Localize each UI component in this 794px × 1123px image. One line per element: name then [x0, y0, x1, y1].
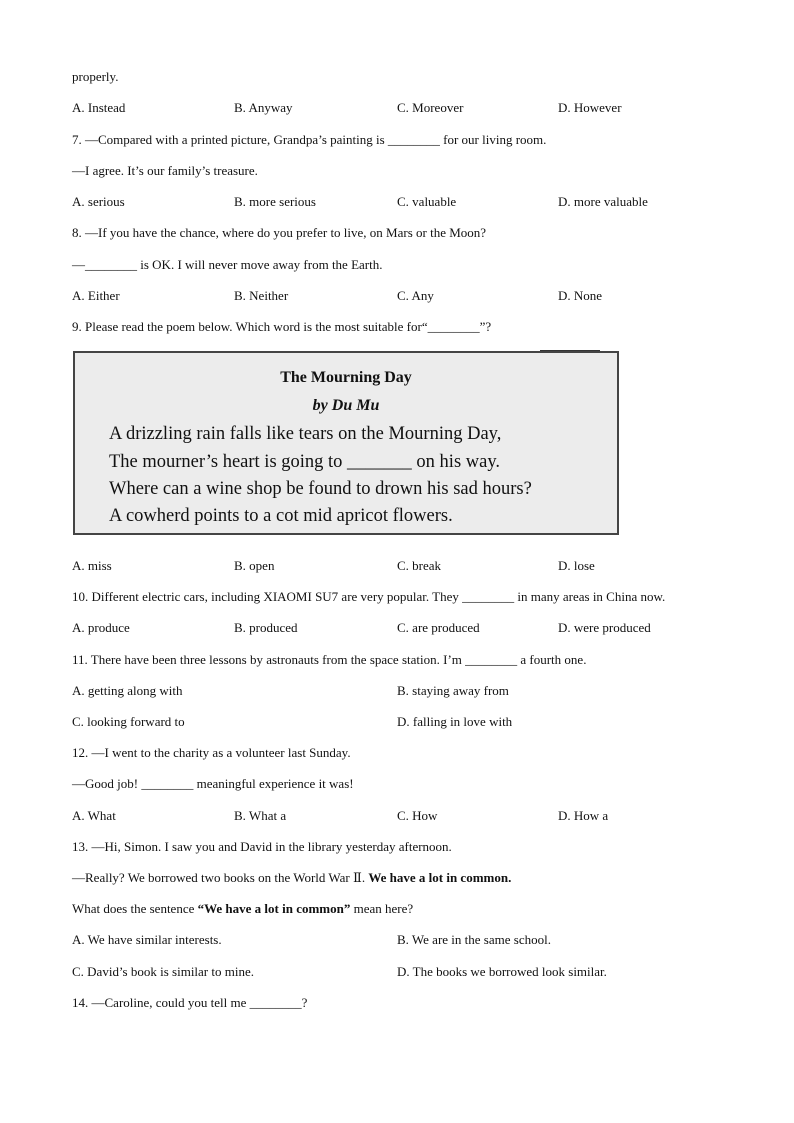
q9-question: 9. Please read the poem below. Which word is the most suitable for“________”? [72, 319, 492, 334]
q12-option-a[interactable]: A. What [72, 808, 116, 823]
q7-reply: —I agree. It’s our family’s treasure. [72, 163, 258, 178]
poem-line-4: A cowherd points to a cot mid apricot flowers. [109, 506, 453, 526]
q13-question: 13. —Hi, Simon. I saw you and David in the library yesterday afternoon. [72, 839, 452, 854]
q6-option-d[interactable]: D. However [558, 100, 622, 115]
q11-question: 11. There have been three lessons by astronauts from the space station. I’m ________ a fourth one. [72, 652, 587, 667]
q11-option-a[interactable]: A. getting along with [72, 683, 183, 698]
q9-option-b[interactable]: B. open [234, 558, 275, 573]
q13-option-a[interactable]: A. We have similar interests. [72, 932, 222, 947]
q11-option-d[interactable]: D. falling in love with [397, 714, 513, 729]
q13-prompt-pre: What does the sentence [72, 901, 198, 916]
q7-option-b[interactable]: B. more serious [234, 194, 316, 209]
q12-option-c[interactable]: C. How [397, 808, 438, 823]
q10-option-c[interactable]: C. are produced [397, 620, 480, 635]
q9-option-d[interactable]: D. lose [558, 558, 595, 573]
q13-option-d[interactable]: D. The books we borrowed look similar. [397, 964, 607, 979]
poem-line-2: The mourner’s heart is going to _______ on his way. [109, 452, 501, 472]
q7-option-d[interactable]: D. more valuable [558, 194, 648, 209]
q12-reply: —Good job! ________ meaningful experience it was! [72, 776, 354, 791]
q6-option-c[interactable]: C. Moreover [397, 100, 464, 115]
q11-option-c[interactable]: C. looking forward to [72, 714, 185, 729]
q13-prompt [72, 901, 413, 917]
q8-reply: —________ is OK. I will never move away from the Earth. [72, 257, 383, 272]
poem-title: The Mourning Day [280, 369, 412, 386]
q12-option-d[interactable]: D. How a [558, 808, 609, 823]
poem-line-3: Where can a wine shop be found to drown his sad hours? [109, 479, 532, 499]
q13-prompt-bold: “We have a lot in common” [197, 901, 351, 916]
q8-option-b[interactable]: B. Neither [234, 288, 289, 303]
q10-option-a[interactable]: A. produce [72, 620, 130, 635]
q6-option-a[interactable]: A. Instead [72, 100, 126, 115]
q9-option-c[interactable]: C. break [397, 558, 442, 573]
q12-question: 12. —I went to the charity as a volunteer last Sunday. [72, 745, 351, 760]
q11-option-b[interactable]: B. staying away from [397, 683, 509, 698]
q7-question: 7. —Compared with a printed picture, Grandpa’s painting is ________ for our living room. [72, 132, 547, 147]
q8-option-d[interactable]: D. None [558, 288, 603, 303]
q6-text-tail: properly. [72, 69, 119, 84]
poem-box [73, 351, 619, 535]
q6-option-b[interactable]: B. Anyway [234, 100, 293, 115]
q9-option-a[interactable]: A. miss [72, 558, 112, 573]
q7-option-a[interactable]: A. serious [72, 194, 125, 209]
poem-author: by Du Mu [312, 397, 380, 414]
q10-option-b[interactable]: B. produced [234, 620, 298, 635]
q10-question: 10. Different electric cars, including XIAOMI SU7 are very popular. They ________ in many areas in China now. [72, 589, 666, 604]
q13-prompt-post: mean here? [350, 901, 414, 916]
q10-option-d[interactable]: D. were produced [558, 620, 651, 635]
q7-option-c[interactable]: C. valuable [397, 194, 457, 209]
q13-option-b[interactable]: B. We are in the same school. [397, 932, 551, 947]
poem-line-1: A drizzling rain falls like tears on the Mourning Day, [109, 424, 502, 444]
q8-option-c[interactable]: C. Any [397, 288, 434, 303]
q12-option-b[interactable]: B. What a [234, 808, 287, 823]
q13-reply-text: —Really? We borrowed two books on the World War Ⅱ. [72, 870, 369, 885]
q13-reply [72, 870, 511, 886]
q13-reply-bold: We have a lot in common. [368, 870, 512, 885]
q13-option-c[interactable]: C. David’s book is similar to mine. [72, 964, 254, 979]
q8-option-a[interactable]: A. Either [72, 288, 120, 303]
q14-question: 14. —Caroline, could you tell me ________? [72, 995, 308, 1010]
q8-question: 8. —If you have the chance, where do you prefer to live, on Mars or the Moon? [72, 225, 487, 240]
